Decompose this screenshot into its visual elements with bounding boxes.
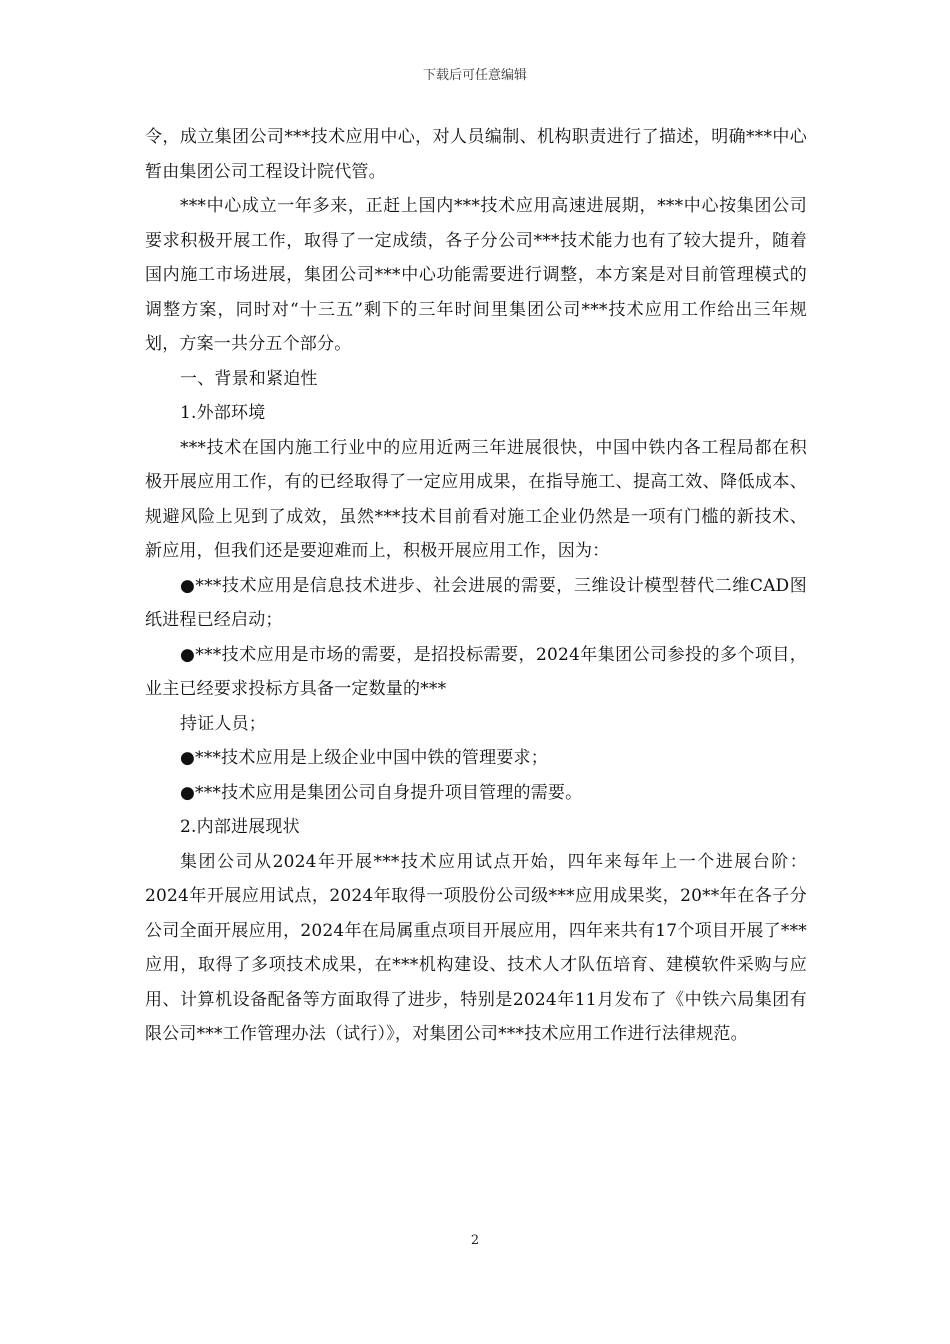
subheading-external-environment: 1.外部环境 [180, 403, 266, 423]
page-number: 2 [470, 1233, 480, 1248]
bullet-item-1: ●***技术应用是信息技术进步、社会进展的需要，三维设计模型替代二维CAD图纸进程已经启动； [145, 575, 807, 630]
bullet-item-3: ●***技术应用是上级企业中国中铁的管理要求； [180, 748, 548, 768]
subheading-internal-status: 2.内部进展现状 [180, 817, 300, 837]
bullet-item-4: ●***技术应用是集团公司自身提升项目管理的需要。 [180, 782, 583, 803]
section-heading-background: 一、背景和紧迫性 [180, 368, 318, 389]
paragraph-1: 令，成立集团公司***技术应用中心，对人员编制、机构职责进行了描述，明确***中心暂由集团公司工程设计院代管。 [145, 127, 807, 182]
paragraph-2: ***中心成立一年多来，正赶上国内***技术应用高速进展期，***中心按集团公司要求积极开展工作，取得了一定成绩，各子分公司***技术能力也有了较大提升，随着国内施工市场进展，集团公司***中心功能需要进行调整，本方案是对目前管理模式的调整方案，同时对“十三五”剩下的三年时间里集团公司***技术应用工作给出三年规划，方案一共分五个部分。 [145, 196, 807, 354]
document-body [145, 120, 807, 1052]
paragraph-external: ***技术在国内施工行业中的应用近两三年进展很快，中国中铁内各工程局都在积极开展应用工作，有的已经取得了一定应用成果，在指导施工、提高工效、降低成本、规避风险上见到了成效，虽然***技术目前看对施工企业仍然是一项有门槛的新技术、新应用，但我们还是要迎难而上，积极开展应用工作，因为： [145, 437, 807, 561]
paragraph-internal: 集团公司从2024年开展***技术应用试点开始，四年来每年上一个进展台阶：2024年开展应用试点，2024年取得一项股份公司级***应用成果奖，20**年在各子分公司全面开展应用，2024年在局属重点项目开展应用，四年来共有17个项目开展了***应用，取得了多项技术成果，在***机构建设、技术人才队伍培育、建模软件采购与应用、计算机设备配备等方面取得了进步，特别是2024年11月发布了《中铁六局集团有限公司***工作管理办法（试行）》，对集团公司***技术应用工作进行法律规范。 [145, 851, 807, 1044]
bullet-item-2-cont: 持证人员； [180, 713, 266, 734]
page-header: 下载后可任意编辑 [422, 68, 527, 83]
bullet-item-2: ●***技术应用是市场的需要，是招投标需要，2024年集团公司参投的多个项目，业主已经要求投标方具备一定数量的*** [145, 644, 807, 699]
